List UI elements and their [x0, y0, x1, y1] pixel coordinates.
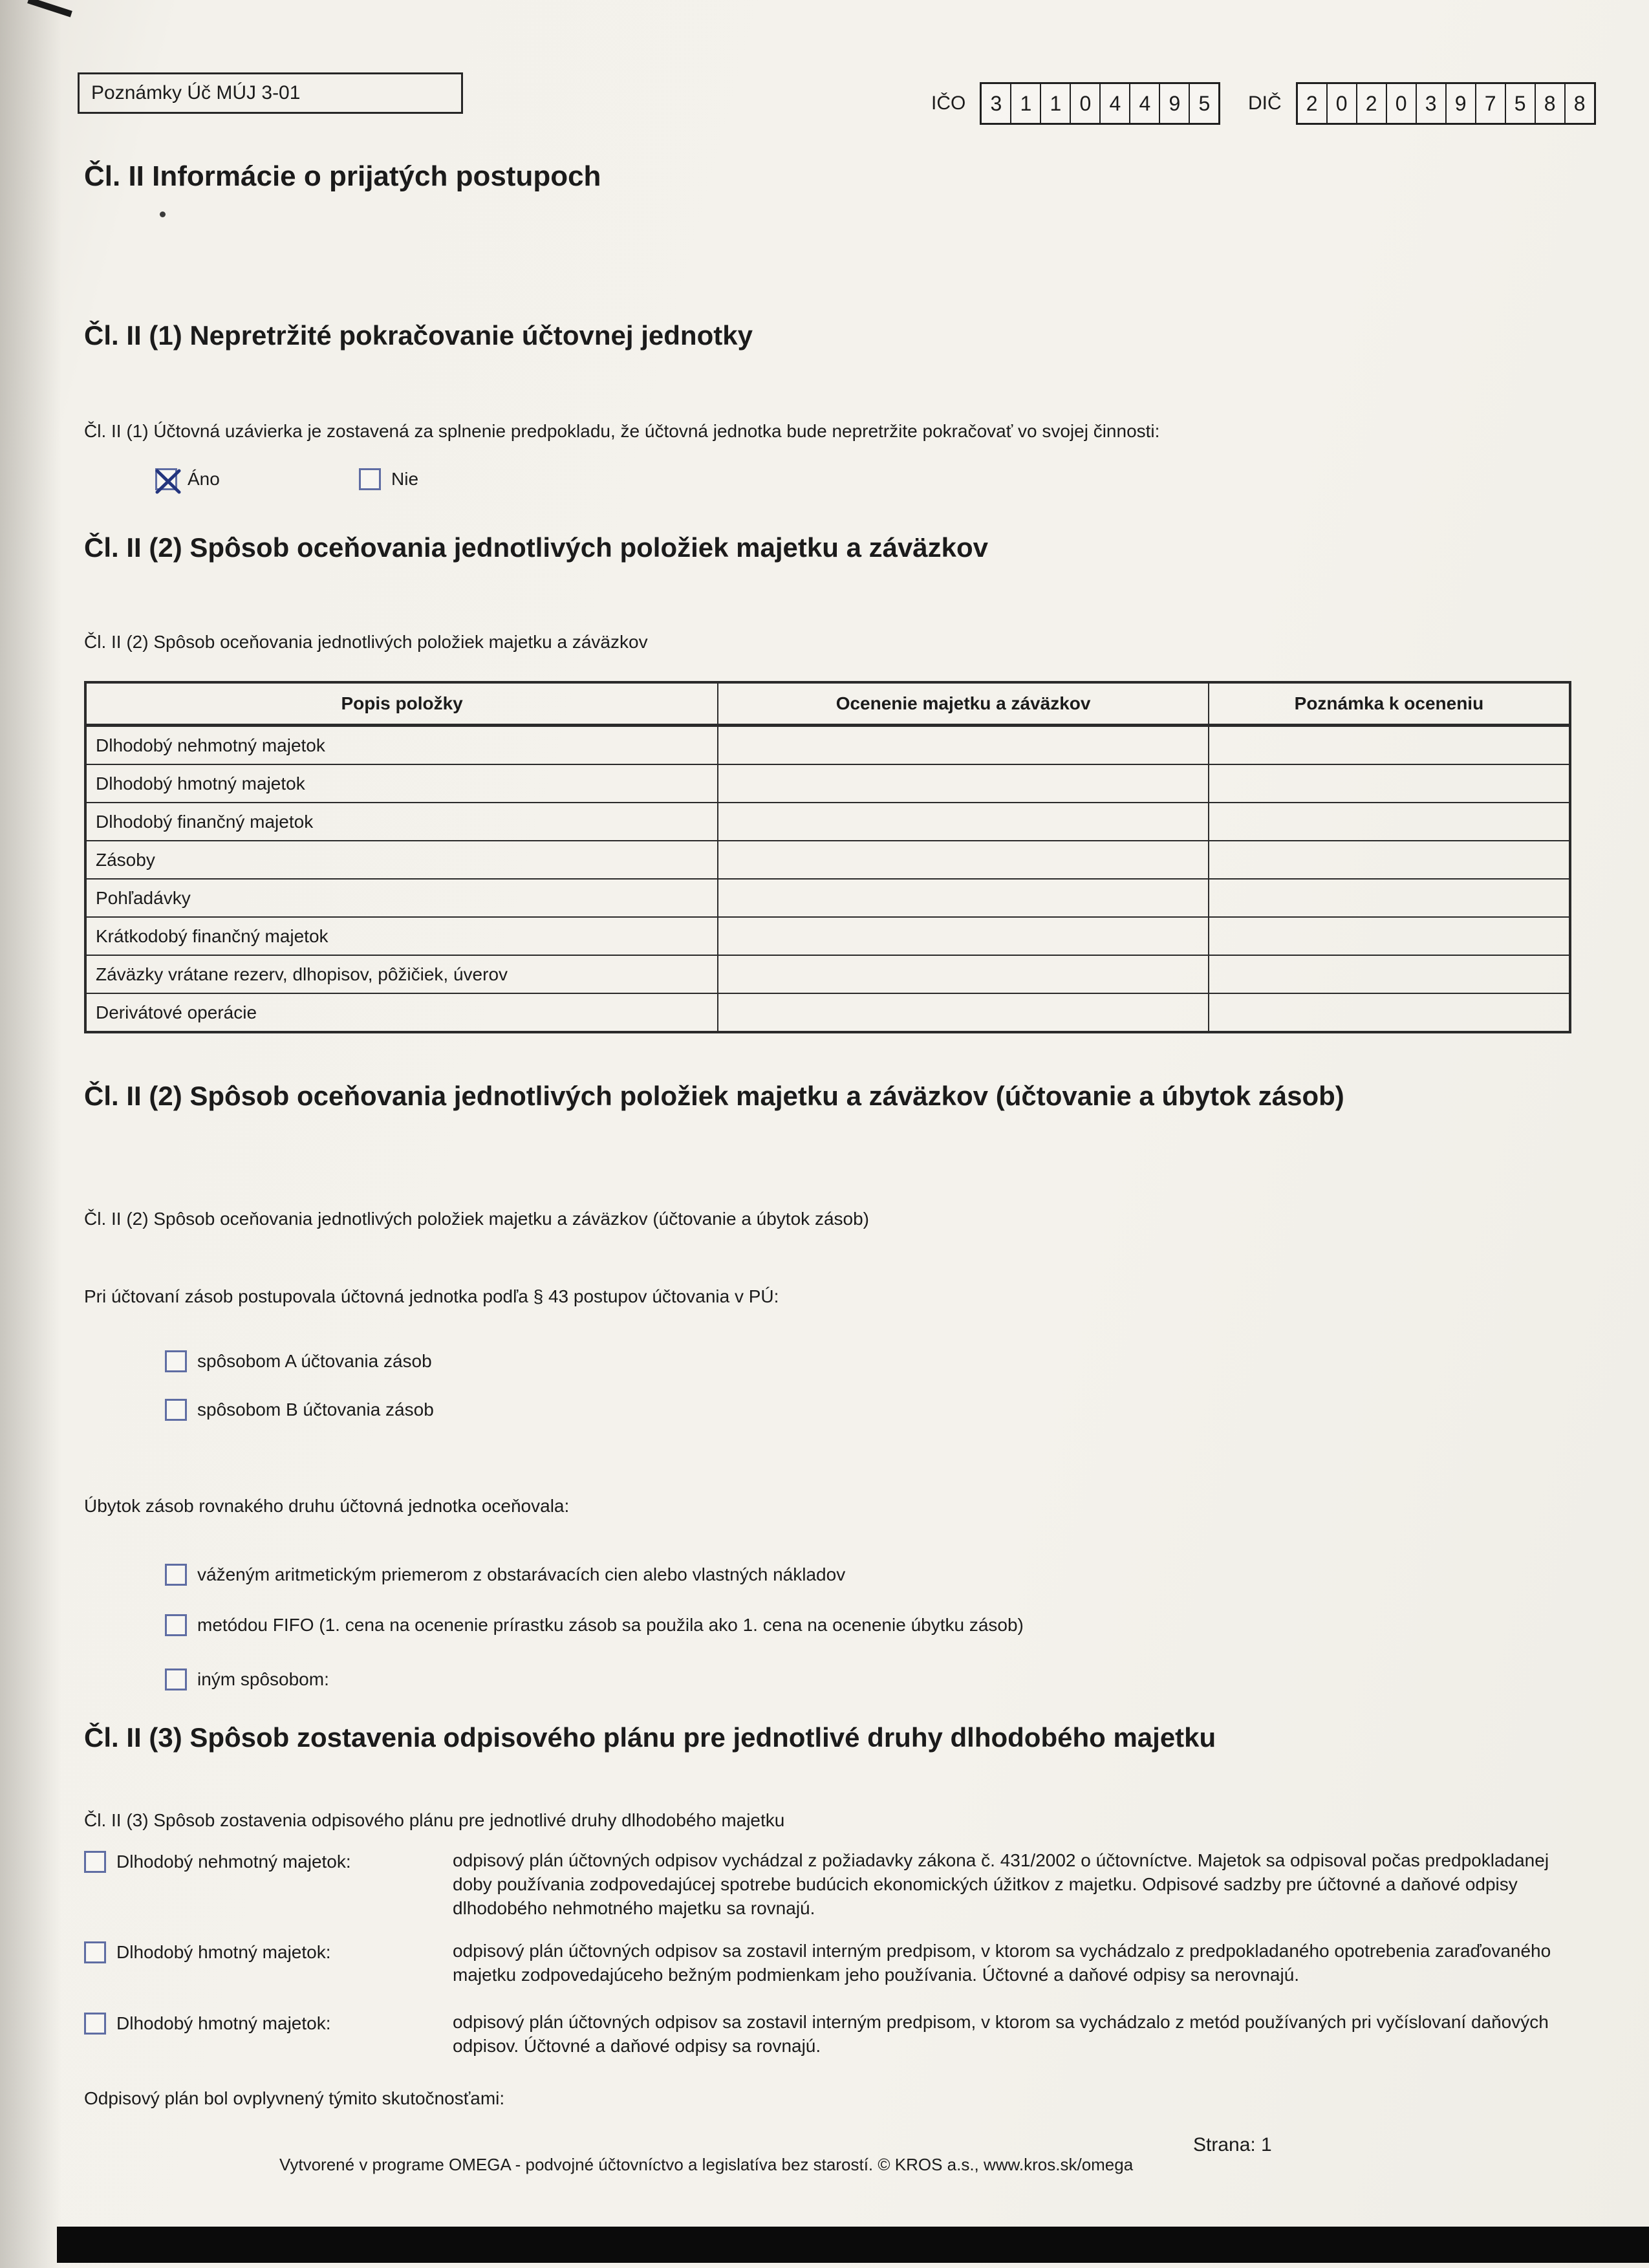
col-header-poznamka: Poznámka k oceneniu: [1209, 682, 1570, 726]
dic-digit-box: 0: [1326, 84, 1356, 123]
option-sposob-b[interactable]: [165, 1399, 434, 1421]
ano-label: Áno: [188, 469, 220, 489]
dep-nehmotny-label: Dlhodobý nehmotný majetok:: [116, 1852, 351, 1872]
fifo-label: metódou FIFO (1. cena na ocenenie prírastku zásob sa použila ako 1. cena na ocenenie úbytku zásob): [197, 1615, 1024, 1635]
dic-digit-box: 9: [1445, 84, 1475, 123]
section2-intro: Čl. II (2) Spôsob oceňovania jednotlivých položiek majetku a záväzkov: [84, 632, 648, 652]
form-id-label: Poznámky Úč MÚJ 3-01: [91, 82, 301, 103]
poznamka-cell[interactable]: [1209, 841, 1570, 879]
page-title: Čl. II Informácie o prijatých postupoch: [84, 160, 601, 192]
option-nie[interactable]: [359, 468, 418, 490]
popis-cell: Dlhodobý hmotný majetok: [85, 764, 718, 803]
dic-digit-box: 2: [1306, 91, 1318, 115]
dep-hmotny2-checkbox[interactable]: [84, 2013, 106, 2035]
section3-question1: Pri účtovaní zásob postupovala účtovná jednotka podľa § 43 postupov účtovania v PÚ:: [84, 1286, 779, 1306]
ocenenie-cell[interactable]: [718, 726, 1209, 765]
ocenenie-cell[interactable]: [718, 879, 1209, 917]
nie-checkbox[interactable]: [359, 468, 381, 490]
dic-digit-box: 3: [1416, 84, 1445, 123]
vazeny-priemer-checkbox[interactable]: [165, 1564, 187, 1586]
ico-digit-box: 0: [1070, 84, 1099, 123]
col-header-ocenenie: Ocenenie majetku a záväzkov: [718, 682, 1209, 726]
table-header-row: [85, 682, 1570, 726]
popis-cell: Dlhodobý finančný majetok: [85, 803, 718, 841]
sposob-a-label: spôsobom A účtovania zásob: [197, 1351, 432, 1371]
dep-nehmotny-desc: odpisový plán účtovných odpisov vychádzal z požiadavky zákona č. 431/2002 o účtovníctve. Majetok sa odpisoval počas predpokladanej doby používania zodpovedajúcej spotrebe budúcich ekonomických úžitkov z majetku. Odpisové sadzby pre účtovné a daňové odpisy dlhodobého nehmotného majetku sa rovnajú.: [453, 1850, 1549, 1919]
poznamka-cell[interactable]: [1209, 917, 1570, 955]
ico-digit-boxes: [980, 82, 1220, 125]
scan-dot-artifact: [160, 211, 166, 217]
table-row: [85, 955, 1570, 993]
vazeny-priemer-label: váženým aritmetickým priemerom z obstarávacích cien alebo vlastných nákladov: [197, 1564, 846, 1584]
popis-cell: Dlhodobý nehmotný majetok: [85, 726, 718, 765]
fifo-checkbox[interactable]: [165, 1614, 187, 1636]
section4-intro: Čl. II (3) Spôsob zostavenia odpisového plánu pre jednotlivé druhy dlhodobého majetku: [84, 1810, 785, 1830]
dep-item-nehmotny[interactable]: [84, 1851, 351, 1873]
sposob-a-checkbox[interactable]: [165, 1350, 187, 1372]
poznamka-cell[interactable]: [1209, 726, 1570, 765]
iny-sposob-label: iným spôsobom:: [197, 1669, 329, 1689]
section4-closing: Odpisový plán bol ovplyvnený týmito skutočnosťami:: [84, 2088, 505, 2108]
sposob-b-label: spôsobom B účtovania zásob: [197, 1399, 434, 1420]
ico-digit-box: 4: [1129, 84, 1159, 123]
dic-digit-box: 0: [1386, 84, 1416, 123]
ano-checkbox[interactable]: [155, 468, 177, 490]
scan-left-shadow: [0, 0, 61, 2268]
ico-digit-box: 9: [1159, 84, 1189, 123]
dic-digit-box: 7: [1475, 84, 1505, 123]
ocenenie-cell[interactable]: [718, 955, 1209, 993]
poznamka-cell[interactable]: [1209, 764, 1570, 803]
dep-hmotny2-label: Dlhodobý hmotný majetok:: [116, 2013, 331, 2033]
ico-digit-box: 1: [1040, 84, 1070, 123]
dic-digit-boxes: [1296, 82, 1596, 125]
dic-digit-box: 5: [1505, 84, 1535, 123]
dep-hmotny2-desc: odpisový plán účtovných odpisov sa zostavil interným predpisom, v ktorom sa vychádzalo z metód používaných pri vyčíslovaní daňových odpisov. Účtovné a daňové odpisy sa rovnajú.: [453, 2012, 1549, 2057]
popis-cell: Derivátové operácie: [85, 993, 718, 1032]
section1-intro: Čl. II (1) Účtovná uzávierka je zostavená za splnenie predpokladu, že účtovná jednotka bude nepretržite pokračovať vo svojej činnosti:: [84, 421, 1160, 441]
poznamka-cell[interactable]: [1209, 803, 1570, 841]
ocenenie-cell[interactable]: [718, 764, 1209, 803]
nie-label: Nie: [391, 469, 419, 489]
table-row: [85, 764, 1570, 803]
ico-digit-box: 5: [1189, 84, 1218, 123]
ico-digit-box: 1: [1010, 84, 1040, 123]
footer-credit: Vytvorené v programe OMEGA - podvojné účtovníctvo a legislatíva bez starostí. © KROS a.s., www.kros.sk/omega: [279, 2155, 1134, 2174]
dic-digit-box: 8: [1564, 84, 1594, 123]
table-row: [85, 917, 1570, 955]
poznamka-cell[interactable]: [1209, 879, 1570, 917]
popis-cell: Krátkodobý finančný majetok: [85, 917, 718, 955]
section3-question2: Úbytok zásob rovnakého druhu účtovná jednotka oceňovala:: [84, 1496, 570, 1516]
option-vazeny-priemer[interactable]: [165, 1564, 845, 1586]
option-ano[interactable]: [155, 468, 220, 490]
table-row: [85, 993, 1570, 1032]
section3-heading: Čl. II (2) Spôsob oceňovania jednotlivých položiek majetku a záväzkov (účtovanie a úbytok zásob): [84, 1081, 1344, 1111]
table-row: [85, 726, 1570, 765]
check-x-icon: [153, 466, 183, 496]
form-id-box: [78, 72, 463, 114]
col-header-popis: Popis položky: [85, 682, 718, 726]
popis-cell: Záväzky vrátane rezerv, dlhopisov, pôžičiek, úverov: [85, 955, 718, 993]
dic-label: DIČ: [1248, 92, 1282, 114]
dep-item-hmotny-1[interactable]: [84, 1941, 331, 1963]
poznamka-cell[interactable]: [1209, 955, 1570, 993]
dic-digit-box: 8: [1535, 84, 1564, 123]
ocenenie-cell[interactable]: [718, 917, 1209, 955]
page-number: Strana: 1: [1193, 2134, 1272, 2155]
sposob-b-checkbox[interactable]: [165, 1399, 187, 1421]
ocenenie-cell[interactable]: [718, 841, 1209, 879]
ocenenie-cell[interactable]: [718, 803, 1209, 841]
table-row: [85, 841, 1570, 879]
popis-cell: Zásoby: [85, 841, 718, 879]
dep-hmotny1-desc: odpisový plán účtovných odpisov sa zostavil interným predpisom, v ktorom sa vychádzalo z predpokladaného opotrebenia zaraďovaného majetku zodpovedajúceho bežným podmienkam jeho používania. Účtovné a daňové odpisy sa nerovnajú.: [453, 1941, 1551, 1985]
poznamka-cell[interactable]: [1209, 993, 1570, 1032]
table-row: [85, 803, 1570, 841]
iny-sposob-checkbox[interactable]: [165, 1669, 187, 1690]
option-iny-sposob[interactable]: [165, 1669, 329, 1690]
section3-intro: Čl. II (2) Spôsob oceňovania jednotlivých položiek majetku a záväzkov (účtovanie a úbytok zásob): [84, 1209, 869, 1229]
ico-digit-box: 4: [1099, 84, 1129, 123]
popis-cell: Pohľadávky: [85, 879, 718, 917]
ico-label: IČO: [931, 92, 966, 114]
section2-heading: Čl. II (2) Spôsob oceňovania jednotlivých položiek majetku a záväzkov: [84, 532, 989, 563]
valuation-table: [84, 681, 1571, 1033]
section4-heading: Čl. II (3) Spôsob zostavenia odpisového plánu pre jednotlivé druhy dlhodobého majetku: [84, 1722, 1216, 1753]
option-fifo[interactable]: [165, 1614, 1024, 1636]
dep-hmotny1-label: Dlhodobý hmotný majetok:: [116, 1942, 331, 1962]
ico-group: [931, 82, 1220, 125]
dep-nehmotny-checkbox[interactable]: [84, 1851, 106, 1873]
dic-group: [1248, 82, 1596, 125]
dep-hmotny1-checkbox[interactable]: [84, 1941, 106, 1963]
dic-digit-box: 2: [1356, 84, 1386, 123]
table-row: [85, 879, 1570, 917]
option-sposob-a[interactable]: [165, 1350, 432, 1372]
section1-heading: Čl. II (1) Nepretržité pokračovanie účtovnej jednotky: [84, 320, 753, 351]
dep-item-hmotny-2[interactable]: [84, 2013, 331, 2035]
ocenenie-cell[interactable]: [718, 993, 1209, 1032]
ico-digit-box: 3: [990, 91, 1002, 115]
scan-bottom-bar: [57, 2227, 1649, 2263]
